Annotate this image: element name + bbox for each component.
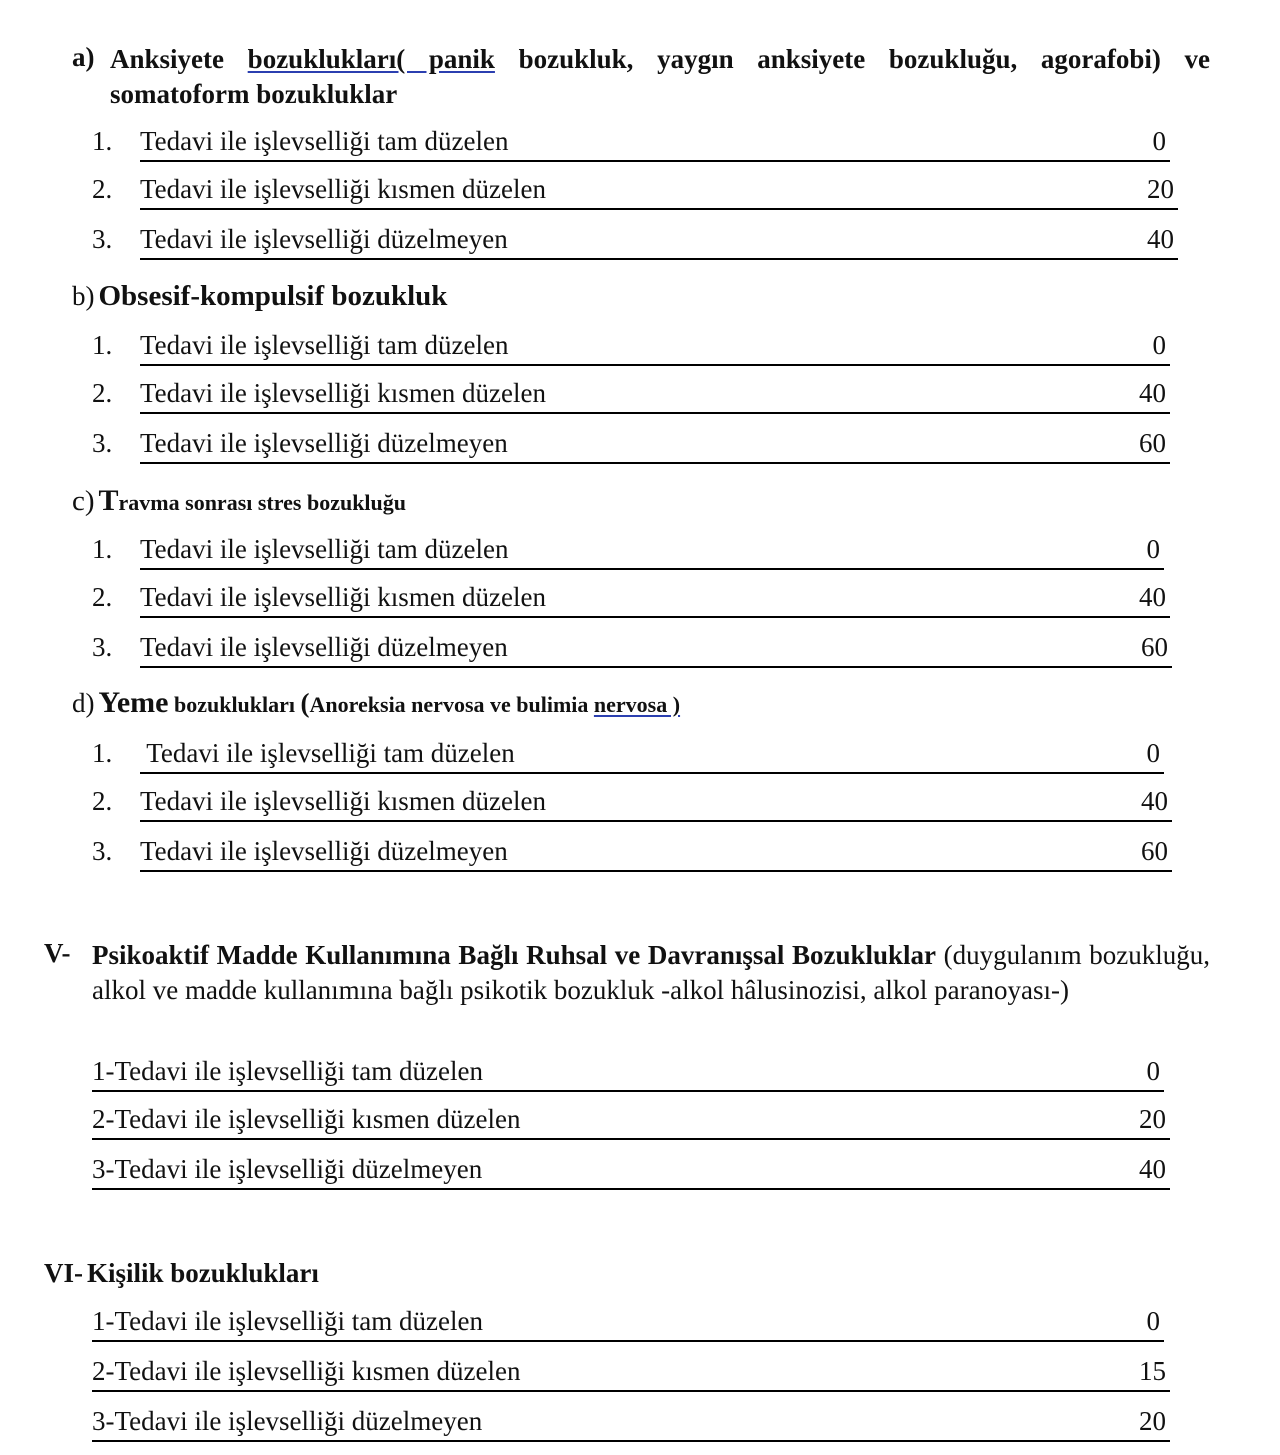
section-c-letter: c) xyxy=(72,485,95,517)
item-label: Tedavi ile işlevselliği tam düzelen xyxy=(140,534,509,564)
item-value: 60 xyxy=(1141,836,1168,866)
item-value: 15 xyxy=(1139,1356,1166,1386)
item-number: 2. xyxy=(92,786,113,816)
section-d-item-3 xyxy=(92,836,1182,876)
item-number: 3. xyxy=(92,224,113,254)
section-b-item-1 xyxy=(92,330,1182,370)
item-value: 40 xyxy=(1139,378,1166,408)
section-c-title-small: ravma sonrası stres bozukluğu xyxy=(118,490,407,515)
section-vi-item-1 xyxy=(92,1306,1182,1346)
item-label: 2-Tedavi ile işlevselliği kısmen düzelen xyxy=(92,1104,521,1134)
section-v-title xyxy=(92,938,1210,1008)
item-value: 0 xyxy=(1152,330,1166,360)
item-value: 0 xyxy=(1146,534,1160,564)
item-value: 0 xyxy=(1146,1056,1160,1086)
item-value: 40 xyxy=(1147,224,1174,254)
item-number: 3. xyxy=(92,632,113,662)
item-number: 1. xyxy=(92,330,113,360)
section-a-title-link[interactable]: bozuklukları( panik xyxy=(247,44,495,74)
section-v-item-2 xyxy=(92,1104,1182,1144)
section-a-item-3 xyxy=(92,224,1182,264)
item-label: Tedavi ile işlevselliği kısmen düzelen xyxy=(140,582,547,612)
item-label: Tedavi ile işlevselliği tam düzelen xyxy=(140,330,509,360)
item-value: 40 xyxy=(1139,1154,1166,1184)
item-number: 2. xyxy=(92,582,113,612)
section-d-item-1 xyxy=(92,738,1182,778)
item-value: 20 xyxy=(1139,1104,1166,1134)
item-label: 3-Tedavi ile işlevselliği düzelmeyen xyxy=(92,1154,483,1184)
section-b-item-3 xyxy=(92,428,1182,468)
section-a-item-1 xyxy=(92,126,1182,166)
item-value: 0 xyxy=(1152,126,1166,156)
section-a-title-part1: Anksiyete xyxy=(110,44,248,74)
section-vi-roman: VI- xyxy=(44,1258,83,1288)
section-v-roman: V- xyxy=(44,938,71,968)
section-c-item-2 xyxy=(92,582,1182,622)
item-number: 1. xyxy=(92,738,113,768)
item-value: 60 xyxy=(1141,632,1168,662)
section-vi-title: Kişilik bozuklukları xyxy=(87,1258,319,1288)
item-label: Tedavi ile işlevselliği düzelmeyen xyxy=(140,224,508,254)
item-label: 3-Tedavi ile işlevselliği düzelmeyen xyxy=(92,1406,483,1436)
section-v-title-bold: Psikoaktif Madde Kullanımına Bağlı Ruhsal ve Davranışsal Bozukluklar xyxy=(92,940,937,970)
section-a-title xyxy=(110,42,1210,112)
item-label: 2-Tedavi ile işlevselliği kısmen düzelen xyxy=(92,1356,521,1386)
item-label: Tedavi ile işlevselliği tam düzelen xyxy=(140,738,515,768)
section-d-letter: d) xyxy=(72,688,95,718)
section-b-letter: b) xyxy=(72,281,95,311)
section-v-item-3 xyxy=(92,1154,1182,1194)
item-value: 0 xyxy=(1146,738,1160,768)
section-vi-heading xyxy=(44,1258,319,1289)
item-label: Tedavi ile işlevselliği düzelmeyen xyxy=(140,836,508,866)
item-label: Tedavi ile işlevselliği kısmen düzelen xyxy=(140,378,547,408)
item-value: 40 xyxy=(1141,786,1168,816)
item-number: 1. xyxy=(92,534,113,564)
section-vi-item-3 xyxy=(92,1406,1182,1446)
section-d-title-link[interactable]: nervosa ) xyxy=(593,692,681,717)
item-number: 3. xyxy=(92,836,113,866)
section-a-item-2 xyxy=(92,174,1182,214)
section-c-title-big: T xyxy=(98,484,119,517)
item-label: 1-Tedavi ile işlevselliği tam düzelen xyxy=(92,1056,483,1086)
item-label: 1-Tedavi ile işlevselliği tam düzelen xyxy=(92,1306,483,1336)
item-label: Tedavi ile işlevselliği düzelmeyen xyxy=(140,632,508,662)
item-value: 40 xyxy=(1139,582,1166,612)
section-b-item-2 xyxy=(92,378,1182,418)
item-label: Tedavi ile işlevselliği kısmen düzelen xyxy=(140,174,547,204)
section-c-heading xyxy=(72,484,406,518)
section-a-title-part2: bozukluk, yaygın anksiyete bozukluğu, agorafobi) ve somatoform bozukluklar xyxy=(110,44,1211,109)
section-v-item-1 xyxy=(92,1056,1182,1096)
section-c-item-3 xyxy=(92,632,1182,672)
section-d-title-big: Yeme xyxy=(98,686,169,719)
section-d-title-small: bozuklukları xyxy=(168,692,301,717)
section-d-item-2 xyxy=(92,786,1182,826)
item-number: 2. xyxy=(92,378,113,408)
item-value: 0 xyxy=(1146,1306,1160,1336)
item-label: Tedavi ile işlevselliği düzelmeyen xyxy=(140,428,508,458)
section-a-letter: a) xyxy=(72,42,95,72)
item-number: 1. xyxy=(92,126,113,156)
section-d-title-small2: Anoreksia nervosa ve bulimia xyxy=(309,692,594,717)
section-vi-item-2 xyxy=(92,1356,1182,1396)
item-value: 20 xyxy=(1139,1406,1166,1436)
section-d-heading xyxy=(72,686,680,720)
item-label: Tedavi ile işlevselliği kısmen düzelen xyxy=(140,786,547,816)
item-label: Tedavi ile işlevselliği tam düzelen xyxy=(140,126,509,156)
item-number: 2. xyxy=(92,174,113,204)
section-c-item-1 xyxy=(92,534,1182,574)
item-number: 3. xyxy=(92,428,113,458)
section-b-heading xyxy=(72,280,447,313)
section-d-title-paren: ( xyxy=(300,688,310,718)
item-value: 20 xyxy=(1147,174,1174,204)
section-b-title: Obsesif-kompulsif bozukluk xyxy=(98,280,448,312)
item-value: 60 xyxy=(1139,428,1166,458)
section-v-title-rest: (duygulanım bozukluğu, alkol ve madde kullanımına bağlı psikotik bozukluk -alkol hâlusinozisi, alkol paranoyası-) xyxy=(92,940,1210,1005)
